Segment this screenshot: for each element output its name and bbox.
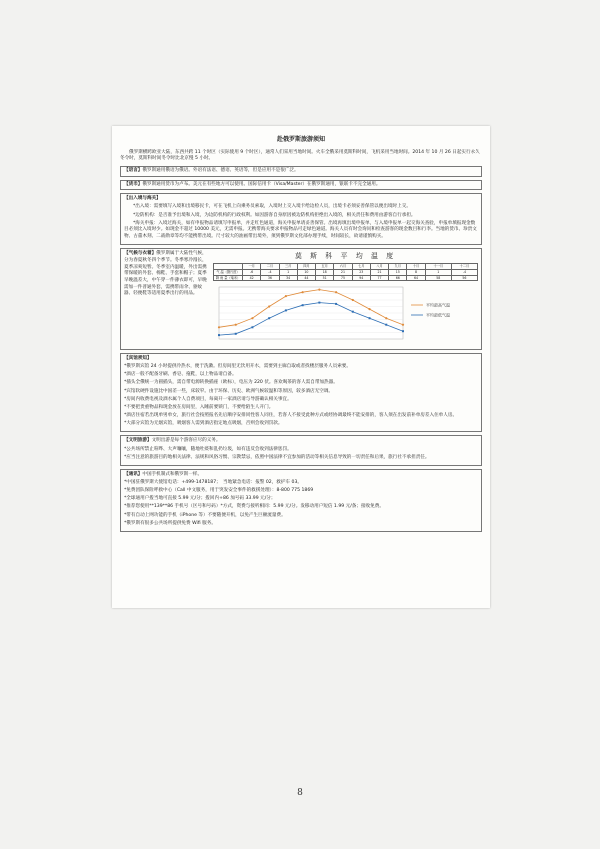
month-header: 二月 xyxy=(261,264,279,270)
etiquette-item: *公共场所禁止喧哗、大声嚷嚷，随地吐痰和乱扔垃圾，如有违反会收到法律惩罚。 xyxy=(124,446,292,452)
rainfall-cell: 58 xyxy=(425,275,451,281)
entry-immigration: *出入境：需要填写入境和出境移民卡，可在飞机上向乘务员索取，入境时上交入境卡给边检人员，出境卡必须妥善保管以便出境时上交。 xyxy=(133,204,411,210)
data-point xyxy=(402,331,404,333)
climate-text-block xyxy=(124,251,209,298)
rainfall-cell: 66 xyxy=(389,275,407,281)
intro-paragraph: 俄罗斯横跨欧亚大陆，东西共跨 11 个时区（实际使用 9 个时区），通常人们采用当地时间。火车全俄采用莫斯科时间，飞机采用当地时间。2014 年 10 月 26 日起实行永久冬令时，莫斯科时间冬令时比北京慢 5 小时。 xyxy=(120,149,480,162)
communication-section xyxy=(120,469,482,532)
currency-section xyxy=(120,180,482,191)
data-point xyxy=(385,317,387,319)
rainfall-cell: 42 xyxy=(243,275,261,281)
data-point xyxy=(335,291,337,293)
month-header: 十二月 xyxy=(451,264,477,270)
hotel-item: *酒店一般不配备牙刷、香皂、拖鞋，以上物品请自备。 xyxy=(124,372,237,378)
rainfall-cell: 75 xyxy=(334,275,352,281)
hotel-item: *插头全俄统一为圆插头，需自带电源转换插座（欧标），电压为 220 伏。喜欢喝茶的客人需自带加热器。 xyxy=(124,380,338,386)
data-point xyxy=(368,308,370,310)
etiquette-headtext: 文明出游是每个游客应尽的义务。 xyxy=(151,438,221,444)
hotel-item: *宾馆软硬件设施比中国差一些，床较窄。由于环保、历史、欧洲气候较温和等原因，较多酒店无空调。 xyxy=(124,388,334,394)
climate-table xyxy=(213,263,478,281)
data-point xyxy=(369,318,371,320)
row-label-temperature: 气 温（摄氏度） xyxy=(214,270,243,276)
month-header: 九月 xyxy=(389,264,407,270)
data-point xyxy=(302,291,304,293)
data-point xyxy=(335,303,337,305)
temperature-line-chart xyxy=(213,283,475,343)
rainfall-cell: 77 xyxy=(370,275,388,281)
communication-item: *带有自动上网功能的手机（iPhone 等）不要随便开机，以免产生巨额流量费。 xyxy=(124,512,286,518)
language-text: 俄罗斯通用俄语为俄语。外语有法语、德语、英语等，但是应用不是很广泛。 xyxy=(142,168,299,173)
month-header: 七月 xyxy=(352,264,370,270)
temperature-chart xyxy=(213,251,478,347)
data-point xyxy=(352,299,354,301)
temperature-cell: 1 xyxy=(279,270,297,276)
month-header: 四月 xyxy=(297,264,315,270)
entry-heading: 【出入境与海关】 xyxy=(124,196,161,202)
temperature-cell: 21 xyxy=(334,270,352,276)
month-header: 三月 xyxy=(279,264,297,270)
month-header: 六月 xyxy=(334,264,352,270)
data-point xyxy=(302,305,304,307)
temperature-cell: 1 xyxy=(425,270,451,276)
language-section xyxy=(120,166,482,177)
data-point xyxy=(251,327,253,329)
data-point xyxy=(352,311,354,313)
entry-border: *边防机构：是否准予出境和入境，为边防机构的行政权利。如因游客自身原因被边防机构拒绝出入境的，相关责任和费用由游客自行承担。 xyxy=(133,212,416,218)
climate-section xyxy=(120,248,482,350)
hotel-item: *不要把贵重物品和现金放在房间里，入睡前要锁门，不要给陌生人开门。 xyxy=(124,404,274,410)
climate-text: 俄罗斯属于大陆性气候，分为春夏秋冬四个季节。冬季寒冷漫长，夏季凉爽短暂。冬季室内温暖，外出需携带保暖的外套、棉鞋、手套和帽子；夏季早晚温差大，中午穿一件薄衣即可，早晚需加一件普通外套，需携带雨伞、驱蚊器、轻便鞋等适用夏季出行的用品。 xyxy=(124,251,207,297)
rainfall-cell: 51 xyxy=(316,275,334,281)
data-point xyxy=(268,318,270,320)
hotel-heading: 【宾馆须知】 xyxy=(124,355,152,361)
temperature-cell: -4 xyxy=(451,270,477,276)
language-heading: 【语言】 xyxy=(124,168,143,173)
data-point xyxy=(285,295,287,297)
temperature-cell: 15 xyxy=(389,270,407,276)
temperature-cell: -4 xyxy=(261,270,279,276)
page-number: 8 xyxy=(297,788,303,798)
hotel-item: *俄罗斯宾馆 24 小时提供冷热水，便于洗漱。但房间里无饮用开水，需要到主廊自取或者找楼层服务人员索要。 xyxy=(124,364,351,370)
chart-title: 莫 斯 科 平 均 温 度 xyxy=(294,252,397,261)
data-point xyxy=(235,333,237,335)
hotel-item: *房间内收费电视及酒水属个人自费项目，每离开一家酒店请与导游确认相关事宜。 xyxy=(124,396,292,402)
data-point xyxy=(385,324,387,326)
communication-heading: 【通讯】 xyxy=(124,471,143,477)
month-header: 一月 xyxy=(243,264,261,270)
table-row-months xyxy=(214,264,478,270)
rainfall-cell: 56 xyxy=(451,275,477,281)
hotel-item: *大部分宾馆为无烟宾馆，吸烟客人需到酒店指定地点吸烟，否则会收到罚款。 xyxy=(124,421,283,427)
etiquette-section xyxy=(120,435,482,465)
currency-heading: 【货币】 xyxy=(124,181,143,187)
data-point xyxy=(218,334,220,336)
month-header: 十一月 xyxy=(425,264,451,270)
currency-text: 俄罗斯通用货币为卢布。美元在有些地方可以使用。国际信用卡（Visa/Master）在俄罗斯通用，银联卡不完全通用。 xyxy=(142,181,381,187)
entry-section xyxy=(120,193,482,245)
data-point xyxy=(318,302,320,304)
month-header: 八月 xyxy=(370,264,388,270)
rainfall-cell: 94 xyxy=(352,275,370,281)
etiquette-heading: 【文明旅游】 xyxy=(124,438,152,444)
row-label-rainfall: 降 雨 量（毫米） xyxy=(214,275,243,281)
legend-label: 平均最高气温 xyxy=(426,302,450,308)
etiquette-item: *应当注意的旅游目的地相关法律、法规和风俗习惯、宗教禁忌，依照中国法律不宜参加的活动等相关信息导致的一切责任和后果，旅行社不承担责任。 xyxy=(124,454,430,460)
temperature-cell: 8 xyxy=(407,270,425,276)
month-header: 五月 xyxy=(316,264,334,270)
rainfall-cell: 64 xyxy=(407,275,425,281)
data-point xyxy=(285,310,287,312)
month-header: 十月 xyxy=(407,264,425,270)
temperature-cell: 21 xyxy=(370,270,388,276)
data-point xyxy=(402,324,404,326)
data-point xyxy=(318,289,320,291)
document-sheet xyxy=(112,126,490,608)
hotel-item: *酒店住宿若出现单男单女，旅行社会按照报名先后顺序安排同性客人同住，若客人不接受此种方式或经协调最终不能安排的，客人须在出发前补单房差入住单人房。 xyxy=(124,413,458,419)
temperature-cell: -6 xyxy=(243,270,261,276)
table-row-rainfall xyxy=(214,275,478,281)
entry-customs: *海关申报：入境过海关，如有申报物品请填写申报单，并走红色通道，海关申报单请妥善保管。出境再填出境申报单，与入境申报单一起交海关查验，申报单填报现金数目必须比入境时少。如现金不超过 10000 美元，无需申报。无携带海关要求申报物品可走绿色通道。海关人员有时会询问和检查游客的现金数目和行李。当地的货币、珍贵文物、古董木刻、二战勋章等均不能携带出境。尺寸较大的油画带出境外，须到俄罗斯文化部办理手续，时间较长，故请谨慎购买。 xyxy=(124,220,477,240)
communication-item: *免费团队保险呼救中心（Call 中文服务，用于突发安全事件的救援处理）：8-800 775 1869 xyxy=(124,488,314,494)
temperature-cell: 23 xyxy=(352,270,370,276)
data-point xyxy=(251,317,253,319)
temperature-cell: 10 xyxy=(297,270,315,276)
communication-item: *俄罗斯有很多公共场所提供免费 Wifi 服务。 xyxy=(124,520,216,526)
communication-item: *中国驻俄罗斯大使馆电话：+499-1478187； 当地紧急电话：报警 02，救护车 03。 xyxy=(124,480,302,485)
communication-item: *推荐您使用**139**86 手机号（区号和号码）*方式，资费与接听相同：5.99 元/分。发移动用户短信 1.99 元/条；接收免费。 xyxy=(124,504,384,510)
legend-label: 平均最低气温 xyxy=(426,312,450,318)
communication-headtext: 中国手机制式和俄罗斯一样。 xyxy=(142,471,203,477)
temperature-cell: 18 xyxy=(316,270,334,276)
data-point xyxy=(235,324,237,326)
hotel-section xyxy=(120,353,482,432)
communication-item: *全球通用户拨当地可直接 5.99 元/分；拨回内+86 加号码 33.99 元/分； xyxy=(124,496,276,502)
rainfall-cell: 34 xyxy=(279,275,297,281)
data-point xyxy=(268,306,270,308)
climate-heading: 【气候与衣着】 xyxy=(124,251,157,257)
rainfall-cell: 36 xyxy=(261,275,279,281)
document-title: 赴俄罗斯旅游须知 xyxy=(276,136,325,143)
data-point xyxy=(218,327,220,329)
rainfall-cell: 44 xyxy=(297,275,315,281)
